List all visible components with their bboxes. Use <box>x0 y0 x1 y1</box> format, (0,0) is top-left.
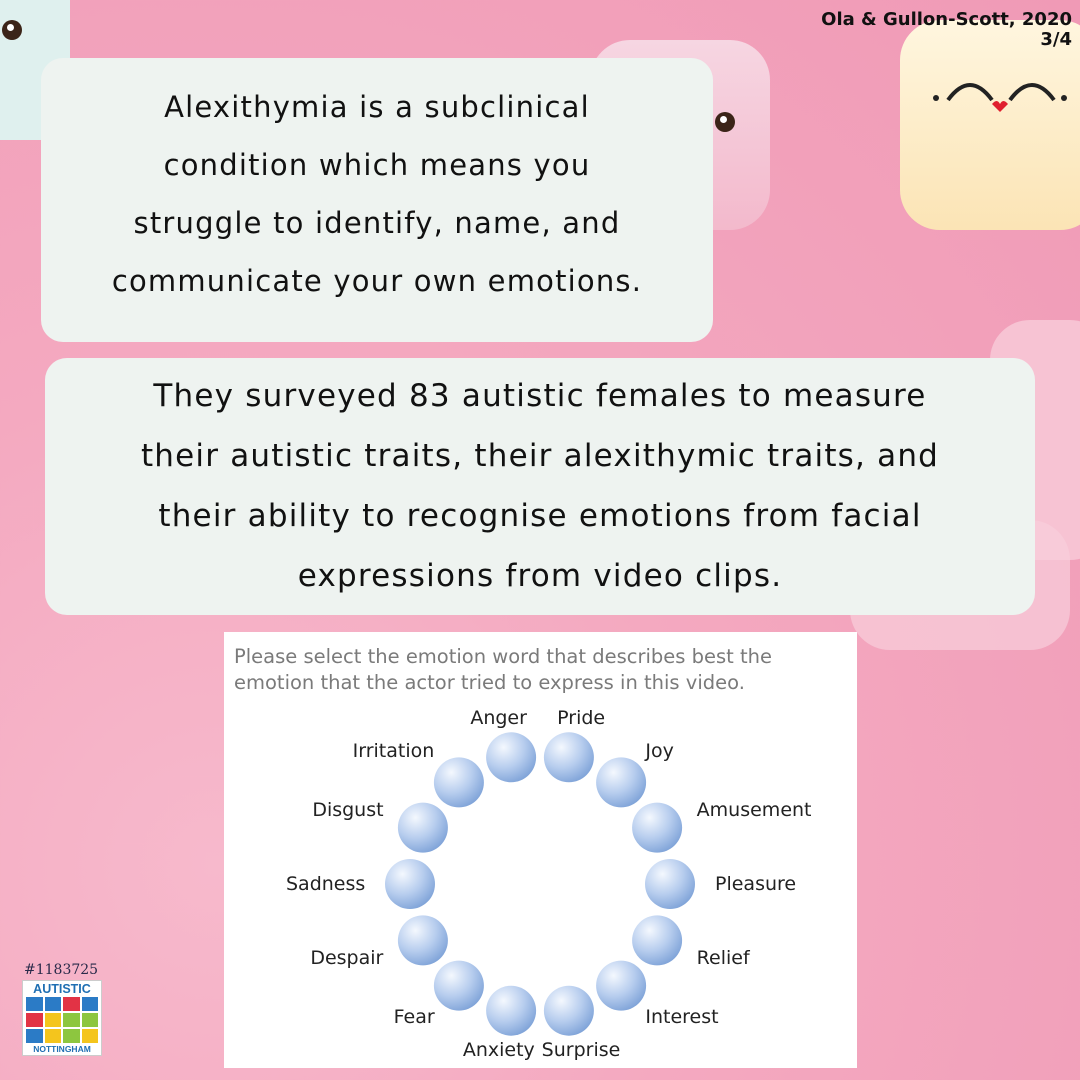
page-indicator: 3/4 <box>1040 29 1072 50</box>
study-line: expressions from video clips. <box>297 558 783 594</box>
autistic-nottingham-badge <box>22 962 102 1056</box>
definition-line: communicate your own emotions. <box>111 264 643 298</box>
logo-tile <box>82 1029 99 1043</box>
emotion-bubble-interest[interactable] <box>596 961 646 1011</box>
emotion-bubble-surprise[interactable] <box>544 986 594 1036</box>
emotion-bubble-irritation[interactable] <box>434 757 484 807</box>
emotion-label-joy: Joy <box>645 740 674 763</box>
kawaii-face-icon <box>930 70 1070 130</box>
definition-line: struggle to identify, name, and <box>133 206 621 240</box>
emotion-label-irritation: Irritation <box>352 740 435 763</box>
emotion-label-anger: Anger <box>470 707 527 730</box>
logo-tile <box>45 997 62 1011</box>
emotion-bubble-fear[interactable] <box>434 961 484 1011</box>
emotion-label-relief: Relief <box>696 946 750 969</box>
logo-tile <box>45 1013 62 1027</box>
emotion-bubble-despair[interactable] <box>398 915 448 965</box>
emotion-bubble-pride[interactable] <box>544 732 594 782</box>
logo-top-text: AUTISTIC <box>33 982 91 996</box>
emotion-label-pleasure: Pleasure <box>715 873 797 895</box>
study-line: their ability to recognise emotions from facial <box>158 498 922 534</box>
emotion-bubble-joy[interactable] <box>596 757 646 807</box>
eye-icon <box>2 20 22 40</box>
emotion-wheel <box>224 632 857 1068</box>
definition-line: condition which means you <box>163 148 591 182</box>
emotion-bubble-amusement[interactable] <box>632 803 682 853</box>
logo-bottom-text: NOTTINGHAM <box>33 1044 91 1054</box>
badge-number: #1183725 <box>24 962 99 978</box>
emotion-label-anxiety: Anxiety <box>462 1038 535 1061</box>
quiz-prompt-line: emotion that the actor tried to express in this video. <box>234 671 745 694</box>
emotion-label-despair: Despair <box>310 946 384 969</box>
citation <box>821 10 1072 50</box>
emotion-bubble-disgust[interactable] <box>398 803 448 853</box>
emotion-quiz-image <box>224 632 857 1068</box>
emotion-label-amusement: Amusement <box>696 799 812 822</box>
quiz-prompt-line: Please select the emotion word that describes best the <box>234 645 773 668</box>
autistic-nottingham-logo <box>22 980 102 1056</box>
study-line: their autistic traits, their alexithymic traits, and <box>140 438 940 474</box>
study-line: They surveyed 83 autistic females to measure <box>153 378 927 414</box>
emotion-label-pride: Pride <box>557 707 606 730</box>
eye-icon <box>715 112 735 132</box>
definition-card <box>41 58 713 342</box>
emotion-label-sadness: Sadness <box>286 873 366 895</box>
logo-tile <box>45 1029 62 1043</box>
emotion-bubble-anxiety[interactable] <box>486 986 536 1036</box>
emotion-label-disgust: Disgust <box>312 799 384 822</box>
logo-tile <box>63 1029 80 1043</box>
emotion-bubble-anger[interactable] <box>486 732 536 782</box>
emotion-bubble-pleasure[interactable] <box>645 859 695 909</box>
emotion-label-fear: Fear <box>393 1005 435 1028</box>
citation-reference: Ola & Gullon-Scott, 2020 <box>821 9 1072 30</box>
emotion-label-surprise: Surprise <box>541 1038 621 1061</box>
logo-tile <box>26 1029 43 1043</box>
logo-tile <box>63 1013 80 1027</box>
definition-line: Alexithymia is a subclinical <box>164 90 590 124</box>
emotion-bubble-relief[interactable] <box>632 915 682 965</box>
logo-tile <box>26 1013 43 1027</box>
logo-tile <box>82 997 99 1011</box>
emotion-bubble-sadness[interactable] <box>385 859 435 909</box>
study-card <box>45 358 1035 615</box>
logo-tile <box>63 997 80 1011</box>
emotion-label-interest: Interest <box>645 1005 719 1028</box>
logo-tile <box>26 997 43 1011</box>
logo-tile <box>82 1013 99 1027</box>
